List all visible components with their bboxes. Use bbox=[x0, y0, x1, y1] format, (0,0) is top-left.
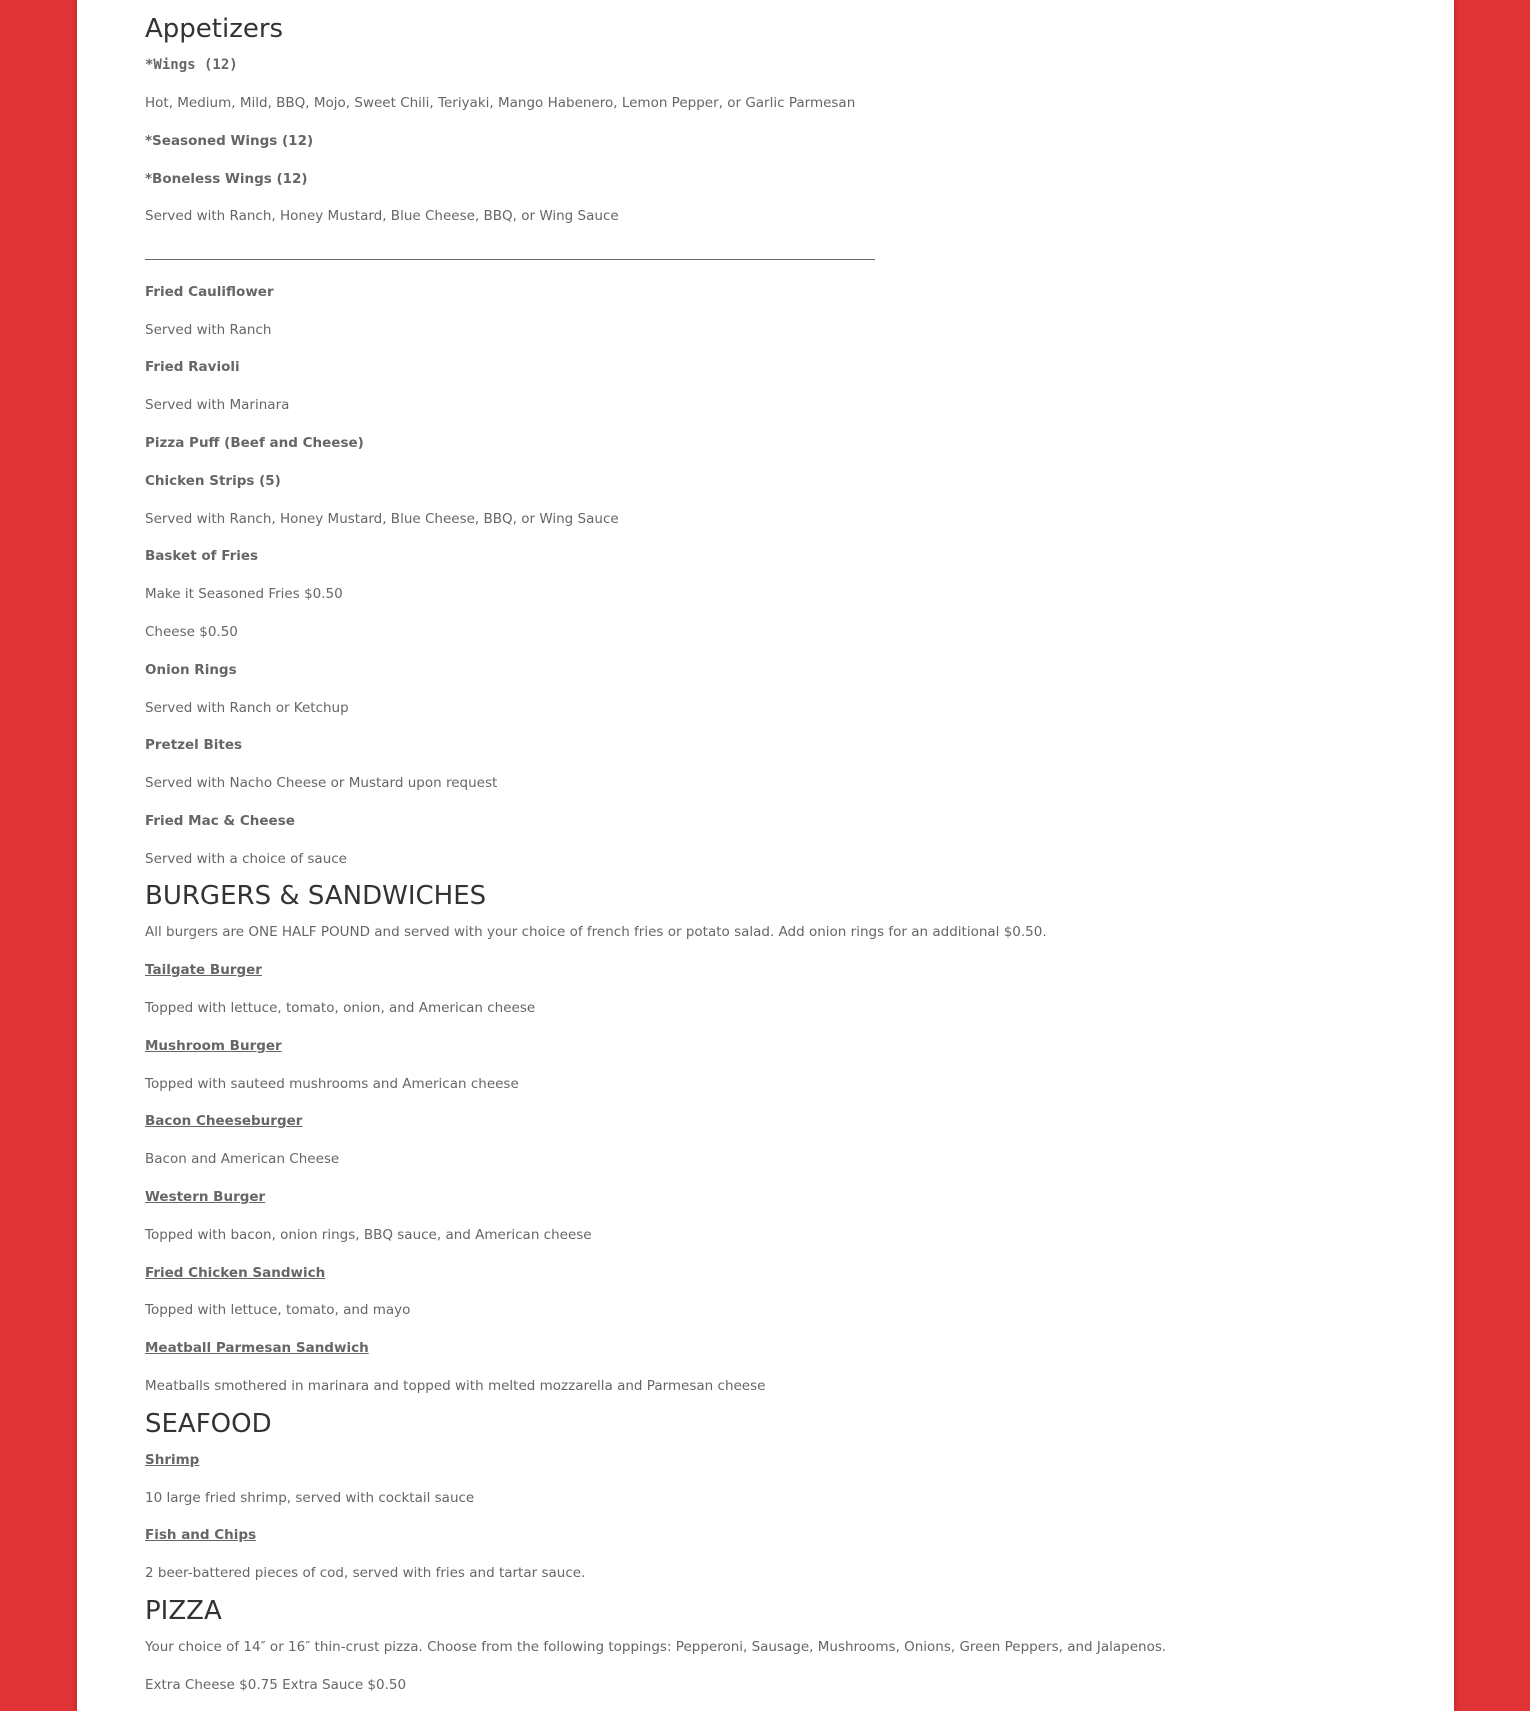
burgers-heading: BURGERS & SANDWICHES bbox=[145, 881, 487, 911]
pizza-heading: PIZZA bbox=[145, 1596, 222, 1626]
burgers-intro: All burgers are ONE HALF POUND and served with your choice of french fries or potato salad. Add onion rings for an additional $0.50. bbox=[145, 924, 1047, 940]
appetizers-heading: Appetizers bbox=[145, 14, 284, 44]
menu-item-name: Meatball Parmesan Sandwich bbox=[145, 1340, 369, 1356]
menu-item-name: Fish and Chips bbox=[145, 1527, 257, 1543]
menu-item-desc: Topped with lettuce, tomato, onion, and American cheese bbox=[145, 1000, 536, 1016]
menu-item-name: Fried Ravioli bbox=[145, 359, 240, 375]
menu-item-desc: Bacon and American Cheese bbox=[145, 1151, 340, 1167]
menu-item-desc: Meatballs smothered in marinara and topped with melted mozzarella and Parmesan cheese bbox=[145, 1378, 766, 1394]
menu-item-name: Fried Chicken Sandwich bbox=[145, 1265, 326, 1281]
seafood-heading: SEAFOOD bbox=[145, 1409, 272, 1439]
menu-item-name: Pizza Puff (Beef and Cheese) bbox=[145, 435, 364, 451]
menu-item-name: Mushroom Burger bbox=[145, 1038, 282, 1054]
menu-item-name: Fried Cauliflower bbox=[145, 284, 274, 300]
menu-item-desc: Served with a choice of sauce bbox=[145, 851, 347, 867]
wings-flavors: Hot, Medium, Mild, BBQ, Mojo, Sweet Chili, Teriyaki, Mango Habenero, Lemon Pepper, or Garlic Parmesan bbox=[145, 95, 856, 111]
menu-item-desc: Make it Seasoned Fries $0.50 bbox=[145, 586, 343, 602]
menu-item-name: Tailgate Burger bbox=[145, 962, 262, 978]
page-container bbox=[77, 0, 1454, 1711]
menu-item-desc: Served with Ranch bbox=[145, 322, 272, 338]
menu-item-desc: Served with Ranch or Ketchup bbox=[145, 700, 349, 716]
menu-item-name: Shrimp bbox=[145, 1452, 200, 1468]
pizza-extras: Extra Cheese $0.75 Extra Sauce $0.50 bbox=[145, 1677, 407, 1693]
menu-item-name: Fried Mac & Cheese bbox=[145, 813, 295, 829]
menu-item-desc: Served with Ranch, Honey Mustard, Blue Cheese, BBQ, or Wing Sauce bbox=[145, 511, 619, 527]
menu-item-name: Pretzel Bites bbox=[145, 737, 243, 753]
seasoned-wings-item: *Seasoned Wings (12) bbox=[145, 133, 314, 149]
menu-item-name: Basket of Fries bbox=[145, 548, 259, 564]
menu-item-desc: 2 beer-battered pieces of cod, served with fries and tartar sauce. bbox=[145, 1565, 586, 1581]
menu-item-desc: Served with Nacho Cheese or Mustard upon request bbox=[145, 775, 498, 791]
wings-sauces: Served with Ranch, Honey Mustard, Blue Cheese, BBQ, or Wing Sauce bbox=[145, 208, 619, 224]
section-divider bbox=[145, 259, 875, 260]
menu-item-name: Chicken Strips (5) bbox=[145, 473, 281, 489]
menu-item-desc: Cheese $0.50 bbox=[145, 624, 238, 640]
menu-item-desc: Topped with sauteed mushrooms and American cheese bbox=[145, 1076, 519, 1092]
menu-item-desc: 10 large fried shrimp, served with cocktail sauce bbox=[145, 1490, 475, 1506]
menu-item-desc: Served with Marinara bbox=[145, 397, 290, 413]
menu-item-name: Onion Rings bbox=[145, 662, 237, 678]
menu-item-name: Western Burger bbox=[145, 1189, 266, 1205]
menu-item-desc: Topped with bacon, onion rings, BBQ sauce, and American cheese bbox=[145, 1227, 592, 1243]
boneless-wings-item: *Boneless Wings (12) bbox=[145, 171, 308, 187]
menu-item-desc: Topped with lettuce, tomato, and mayo bbox=[145, 1302, 411, 1318]
wings-item: *Wings (12) bbox=[145, 57, 238, 73]
pizza-intro: Your choice of 14″ or 16″ thin-crust pizza. Choose from the following toppings: Pepperoni, Sausage, Mushrooms, Onions, Green Peppers, and Jalapenos. bbox=[145, 1639, 1167, 1655]
menu-item-name: Bacon Cheeseburger bbox=[145, 1113, 303, 1129]
